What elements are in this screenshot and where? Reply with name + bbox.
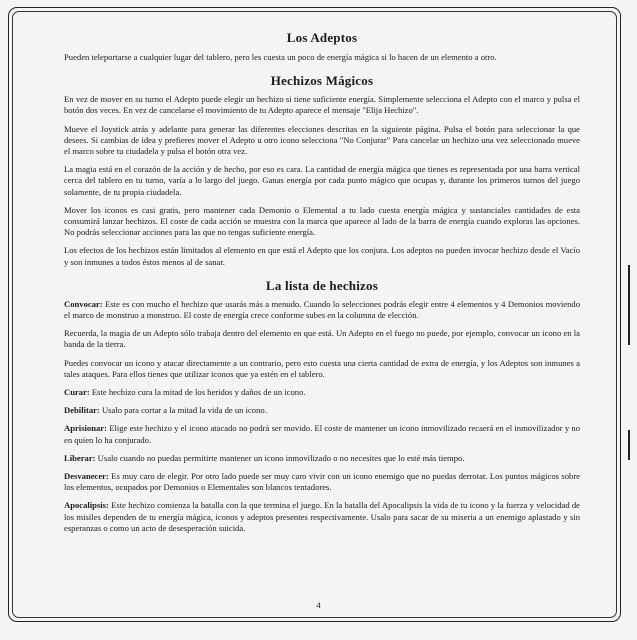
- spell-aprisionar: [64, 423, 580, 445]
- spell-name: Curar:: [64, 387, 90, 398]
- spell-description: Elige este hechizo y el icono atacado no podrá ser movido. El coste de mantener un icono inmovilizado recaerá en el inmovilizador y no en quien lo ha conjurado.: [64, 423, 580, 445]
- spell-name: Apocalipsis:: [64, 500, 109, 511]
- heading-hechizos-magicos: Hechizos Mágicos: [270, 73, 374, 89]
- spell-desvanecer: [64, 471, 580, 493]
- spell-name: Convocar:: [64, 298, 103, 309]
- spell-description: Este hechizo comienza la batalla con la que termina el juego. En la batalla del Apocalipsis la vida de tu icono y la fuerza y velocidad de los misiles dependen de tu energía mágica, iconos y adeptos presentes respectivamente. Usalo para sacar de su miseria a un enemigo aplastado y sin esperanzas o como un acto de desesperación suicida.: [64, 500, 580, 533]
- spell-debilitar: [64, 405, 580, 416]
- page-number: 4: [316, 600, 321, 610]
- margin-mark: [628, 430, 630, 460]
- spell-description: Usalo cuando no puedas permitirte mantener un icono inmovilizado o no necesites que lo esté más tiempo.: [95, 452, 465, 463]
- paragraph-recuerda: Recuerda, la magia de un Adepto sólo trabaja dentro del elemento en que está. Un Adepto en el fuego no puede, por ejemplo, convocar un icono en la banda de la tierra.: [64, 328, 580, 350]
- spell-description: Este es con mucho el hechizo que usarás más a menudo. Cuando lo selecciones podrás elegir entre 4 elementos y 4 Demonios moviendo el marco de monstruo a monstruo. El coste de energía crece conforme subes en la columna de elección.: [64, 298, 580, 321]
- spell-curar: [64, 387, 580, 398]
- heading-los-adeptos: Los Adeptos: [286, 30, 358, 45]
- paragraph-hechizos-1: En vez de mover en su turno el Adepto puede elegir un hechizo si tiene suficiente energía. Simplemente selecciona el Adepto con el marco y pulsa el botón dos veces. En vez de cancelarse el movimiento de tu Adepto aparece el mensaje "Elija Hechizo".: [64, 94, 580, 116]
- spell-name: Aprisionar:: [64, 423, 107, 434]
- spell-name: Desvanecer:: [64, 471, 109, 482]
- spell-description: Este hechizo cura la mitad de los heridos y daños de un icono.: [89, 387, 306, 398]
- paragraph-adeptos: Pueden teleportarse a cualquier lugar del tablero, pero les cuesta un poco de energía mágica si lo hacen de un elemento a otro.: [64, 52, 497, 62]
- paragraph-hechizos-4: Mover los iconos es casi gratis, pero mantener cada Demonio o Elemental a tu lado cuesta energía mágica y sustanciales cantidades de esta consumirá lanzar hechizos. El coste de cada acción se muestra con la marca que aparece al lado de la barra de energía cuando exploras las opciones. No podrás seleccionar acciones para las que no tengas suficiente energía.: [64, 204, 580, 238]
- spell-description: Es muy caro de elegir. Por otro lado puede ser muy caro vivir con un icono enemigo que no puedas derrotar. Los puntos mágicos sobre los elementos, ocupados por Demonios o Elementales son blancos tentadores.: [64, 471, 580, 493]
- paragraph-hechizos-3: La magia está en el corazón de la acción y de hecho, por eso es cara. La cantidad de energía mágica que tienes es representada por una barra vertical cerca del tablero en tu turno, varía a lo largo del juego. Ganas energía por cada punto mágico que ocupas y, durante los primeros turnos del juego solamente, de tu propia ciudadela.: [64, 164, 580, 197]
- spell-convocar: [64, 299, 580, 321]
- spell-name: Liberar:: [64, 452, 96, 463]
- paragraph-hechizos-5: Los efectos de los hechizos están limitados al elemento en que está el Adepto que los conjura. Los adeptos no pueden invocar hechizo desde el Vacío y son inmunes a todos éstos menos al de sanar.: [64, 245, 580, 267]
- spell-name: Debilitar:: [64, 405, 100, 416]
- paragraph-hechizos-2: Mueve el Joystick atrás y adelante para generar las diferentes elecciones descritas en la siguiente página. Pulsa el botón para seleccionar la que desees. Si cambias de idea y prefieres mover el Adepto u otro icono selecciona "No Conjurar" Para cancelar un hechizo una vez seleccionado mueve el marco sobre tu ciudadela y pulsa el botón otra vez.: [64, 123, 580, 157]
- spell-liberar: [64, 453, 580, 464]
- page-content: [64, 30, 580, 534]
- heading-lista-hechizos: La lista de hechizos: [266, 277, 378, 293]
- paragraph-puedes: Puedes convocar un icono y atacar directamente a un contrario, pero esto cuesta una cierta cantidad de extra de energía, y los Adeptos son inmunes a tales ataques. Para ellos tienes que utilizar iconos que ya estén en el tablero.: [64, 357, 580, 379]
- spell-description: Usalo para cortar a la mitad la vida de un icono.: [99, 405, 267, 416]
- spell-apocalipsis: [64, 500, 580, 534]
- margin-mark: [628, 265, 630, 345]
